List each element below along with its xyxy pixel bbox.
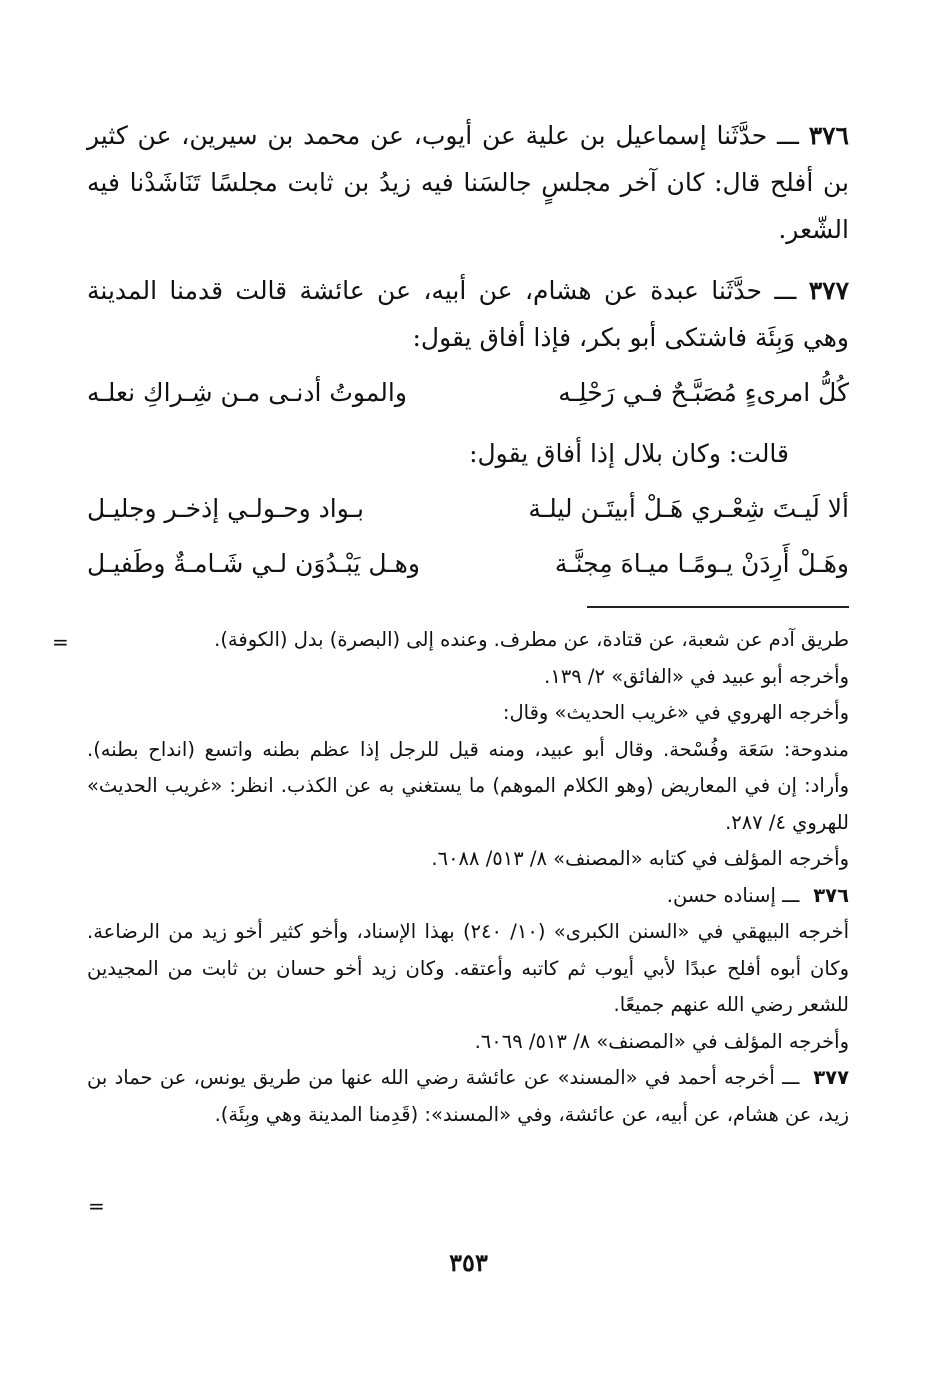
footnote-line: وأخرجه المؤلف في كتابه «المصنف» ٨/ ٥١٣/ ٦٠٨٨. [431, 847, 849, 870]
footnote-line: طريق آدم عن شعبة، عن قتادة، عن مطرف. وعنده إلى (البصرة) بدل (الكوفة). [214, 628, 849, 651]
verse-second-hemistich: وهـل يَبْـدُوَن لـي شَـامـةٌ وطَفيـل [87, 549, 420, 578]
footnote-377 [87, 1060, 849, 1133]
footnote-line: وأخرجه الهروي في «غريب الحديث» وقال: [502, 701, 849, 724]
footnote-separator [587, 606, 849, 608]
main-text [87, 112, 849, 595]
hadith-text: ـــ حدَّثَنا عبدة عن هشام، عن أبيه، عن عائشة قالت قدمنا المدينة وهي وَبِئَة فاشتكى أبو بكر، فإذا أفاق يقول: [87, 276, 849, 352]
narration-line: قالت: وكان بلال إذا أفاق يقول: [469, 439, 789, 468]
poem-verse [87, 369, 849, 416]
footnotes [87, 622, 849, 1133]
verse-second-hemistich: والموتُ أدنـى مـن شِـراكِ نعلـه [87, 378, 407, 407]
footnote-line: وأخرجه أبو عبيد في «الفائق» ٢/ ١٣٩. [544, 664, 849, 688]
verse-second-hemistich: بـواد وحـولـي إذخـر وجليـل [87, 494, 364, 523]
hadith-text: ـــ حدَّثَنا إسماعيل بن علية عن أيوب، عن محمد بن سيرين، عن كثير بن أفلح قال: كان آخر مجلسٍ جالسَنا فيه زيدُ بن ثابت مجلسًا تَنَاشَدْنا فيه الشّعر. [87, 121, 849, 244]
footnote-number: ٣٧٧ [813, 1066, 849, 1089]
hadith-376 [87, 112, 849, 253]
verse-first-hemistich: كُلُّ امرىءٍ مُصَبَّـحٌ فـي رَحْلِـه [558, 378, 849, 407]
footnote-376-tail: وأخرجه المؤلف في «المصنف» ٨/ ٥١٣/ ٦٠٦٩. [474, 1029, 849, 1053]
footnote-lead: إسناده حسن. [666, 883, 776, 907]
footnote-dash: ـــ [782, 1066, 800, 1089]
footnote-377-body: أخرجه أحمد في «المسند» عن عائشة رضي الله عنها من طريق يونس، عن حماد بن زيد، عن هشام، عن أبيه، عن عائشة، وفي «المسند»: (قَدِمنا المدينة وهي وبِئَة). [87, 1066, 849, 1126]
hadith-377 [87, 267, 849, 361]
footnote-376-body: أخرجه البيهقي في «السنن الكبرى» (١٠/ ٢٤٠) بهذا الإسناد، وأخو كثير أخو زيد من الرضاعة. وكان أبوه أفلح عبدًا لأبي أيوب ثم كاتبه وأعتقه. وكان زيد أخو حسان بن ثابت من المجيدين للشعر رضي الله عنهم جميعًا. [87, 920, 850, 1016]
footnote-dash: ـــ [782, 883, 800, 907]
poem-verse [87, 485, 849, 532]
verse-first-hemistich: ألا لَيـتَ شِعْـري هَـلْ أبيتَـن ليلـة [528, 494, 849, 523]
footnote-line: مندوحة: سَعَة وفُسْحة. وقال أبو عبيد، ومنه قيل للرجل إذا عظم بطنه واتسع (انداح بطنه). وأراد: إن في المعاريض (وهو الكلام الموهم) ما يستغني به عن الكذب. انظر: «غريب الحديث» للهروي ٤/ ٢٨٧. [87, 737, 849, 834]
continuation-mark: = [88, 1194, 105, 1218]
footnote-number: ٣٧٦ [813, 883, 849, 907]
verse-first-hemistich: وهَـلْ أَرِدَنْ يـومًـا ميـاهَ مِجنَّـة [554, 549, 849, 578]
poem-verse [87, 540, 849, 587]
continuation-mark: = [52, 630, 69, 654]
footnote-376-heading [87, 878, 849, 915]
hadith-number: ٣٧٦ [808, 121, 849, 150]
hadith-number: ٣٧٧ [808, 276, 850, 305]
page-number: ٣٥٣ [449, 1248, 488, 1277]
